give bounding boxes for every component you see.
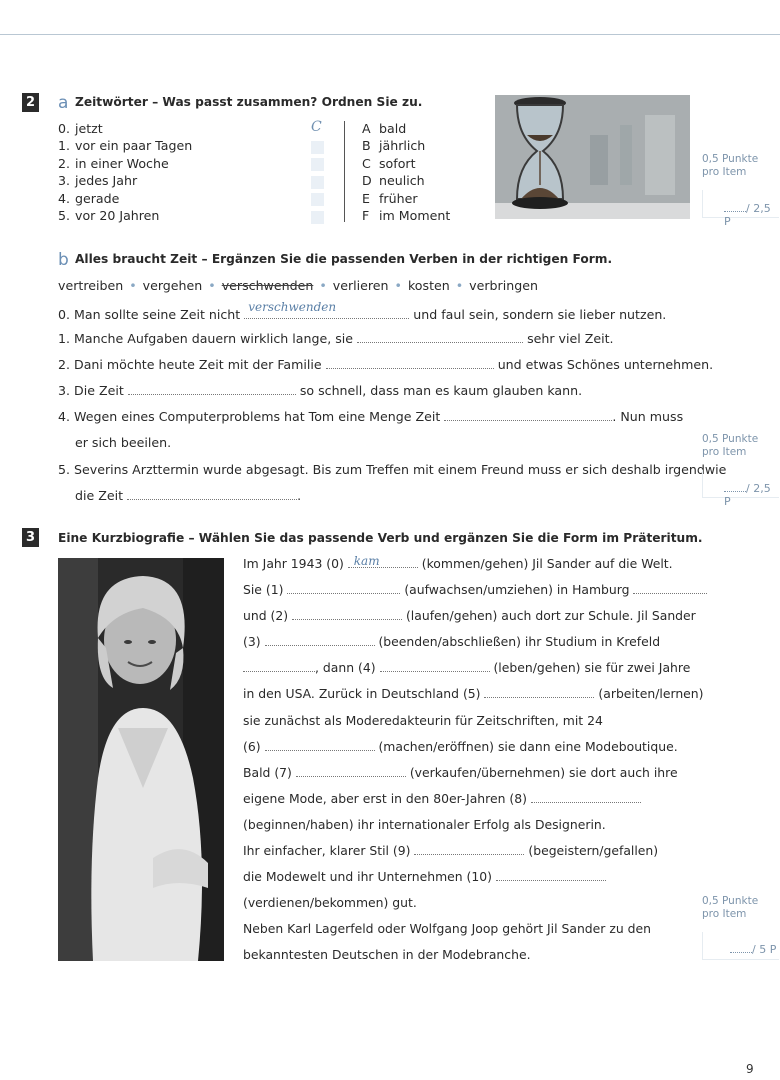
left-item-5 xyxy=(58,207,308,224)
right-item-text: neulich xyxy=(379,173,425,189)
left-item-2 xyxy=(58,155,308,172)
bio-text: (kommen/gehen) Jil Sander auf die Welt. xyxy=(421,556,673,571)
right-item-letter: F xyxy=(362,207,370,223)
exercise-2b-title: Alles braucht Zeit – Ergänzen Sie die passenden Verben in der richtigen Form. xyxy=(75,252,613,266)
top-rule xyxy=(0,34,780,35)
bio-text: (laufen/gehen) auch dort zur Schule. Jil Sander xyxy=(405,608,696,624)
bio-blank-8[interactable] xyxy=(531,792,641,803)
answer-box-5[interactable] xyxy=(311,211,324,224)
score-3[interactable] xyxy=(730,943,776,956)
right-item-e xyxy=(362,190,492,207)
handwritten-answer: verschwenden xyxy=(248,300,337,314)
bio-blank-9[interactable] xyxy=(414,844,524,855)
sentence-text: die Zeit xyxy=(75,488,124,503)
answer-box-2[interactable] xyxy=(311,158,324,171)
score-total: / 2,5 P xyxy=(724,202,771,228)
sentence-text: und etwas Schönes unternehmen. xyxy=(497,357,714,372)
points-note-2b xyxy=(702,433,758,459)
bio-text: (verkaufen/übernehmen) sie dort auch ihre xyxy=(409,764,678,780)
right-item-c xyxy=(362,155,492,172)
bio-line-15: Neben Karl Lagerfeld oder Wolfgang Joop gehört Jil Sander zu den xyxy=(243,921,651,937)
bio-text: und (2) xyxy=(243,608,289,624)
exercise-2a-left-list xyxy=(58,120,308,224)
bio-text: Sie (1) xyxy=(243,582,284,598)
points-label-per-item: pro Item xyxy=(702,908,747,920)
word-bank-item: verlieren xyxy=(332,278,389,293)
example-answer: C xyxy=(311,119,322,135)
word-bank-item: kosten xyxy=(407,278,450,293)
points-label: 0,5 Punkte xyxy=(702,433,759,445)
left-item-num: 3. xyxy=(58,173,71,189)
bio-line-6 xyxy=(243,681,703,707)
word-bank-item: vergehen xyxy=(142,278,203,293)
sentence-3-blank[interactable] xyxy=(128,384,296,395)
answer-box-4[interactable] xyxy=(311,193,324,206)
bio-text: (6) xyxy=(243,738,261,754)
bio-line-7: sie zunächst als Moderedakteurin für Zeitschriften, mit 24 xyxy=(243,712,603,728)
sentence-text: . xyxy=(297,488,302,503)
score-total: / 5 P xyxy=(752,943,777,956)
bio-line-13 xyxy=(243,864,703,890)
sentence-0 xyxy=(58,300,667,322)
bio-blank-1b[interactable] xyxy=(633,583,707,594)
bio-blank-4[interactable] xyxy=(380,661,490,672)
sentence-text: sehr viel Zeit. xyxy=(527,331,614,346)
sentence-4-cont: er sich beeilen. xyxy=(75,435,172,450)
left-item-num: 2. xyxy=(58,155,71,171)
sentence-2-blank[interactable] xyxy=(326,358,494,369)
bio-line-2 xyxy=(243,577,703,603)
bio-text: in den USA. Zurück in Deutschland (5) xyxy=(243,686,481,702)
sentence-4-blank[interactable] xyxy=(444,410,612,421)
left-item-4 xyxy=(58,190,308,207)
left-item-text: gerade xyxy=(75,190,120,206)
sentence-text: 1. Manche Aufgaben dauern wirklich lange, sie xyxy=(58,331,354,346)
sentence-text: und faul sein, sondern sie lieber nutzen. xyxy=(413,307,667,322)
bio-blank-10[interactable] xyxy=(496,870,606,881)
exercise-2a-letter: a xyxy=(58,93,69,113)
bio-blank-1[interactable] xyxy=(287,583,400,594)
hourglass-image xyxy=(495,95,690,219)
word-bank-item: verbringen xyxy=(469,278,538,293)
right-item-text: bald xyxy=(379,121,407,136)
left-item-num: 0. xyxy=(58,121,71,136)
sentence-3 xyxy=(58,383,582,398)
page-number: 9 xyxy=(746,1062,754,1076)
bio-line-16: bekanntesten Deutschen in der Modebranche. xyxy=(243,947,531,963)
right-item-a xyxy=(362,120,492,137)
bio-line-5 xyxy=(243,655,703,681)
exercise-3-title: Eine Kurzbiografie – Wählen Sie das passende Verb und ergänzen Sie die Form im Präteritum. xyxy=(58,531,703,545)
right-item-letter: B xyxy=(362,138,371,154)
right-item-text: sofort xyxy=(379,155,416,171)
bio-blank-6[interactable] xyxy=(265,740,375,751)
column-divider xyxy=(344,121,345,222)
bio-text: Im Jahr 1943 (0) xyxy=(243,556,344,571)
bio-text: (arbeiten/lernen) xyxy=(598,686,704,702)
sentence-4 xyxy=(58,409,683,424)
bio-text: Bald (7) xyxy=(243,764,292,780)
score-2b[interactable] xyxy=(724,482,780,508)
exercise-3-number: 3 xyxy=(22,528,39,547)
points-note-3 xyxy=(702,895,758,921)
left-item-text: jedes Jahr xyxy=(75,173,138,189)
bio-text: (beenden/abschließen) ihr Studium in Krefeld xyxy=(378,634,661,650)
right-item-letter: D xyxy=(362,173,372,189)
biography-text xyxy=(243,551,703,969)
bio-text: (machen/eröffnen) sie dann eine Modeboutique. xyxy=(378,738,678,754)
right-item-letter: E xyxy=(362,190,370,206)
portrait-image xyxy=(58,558,224,961)
bio-blank-7[interactable] xyxy=(296,766,406,777)
left-item-1 xyxy=(58,137,308,154)
score-2a[interactable] xyxy=(724,202,780,228)
score-total: / 2,5 P xyxy=(724,482,771,508)
word-bank xyxy=(58,278,538,293)
bio-line-3 xyxy=(243,603,703,629)
bio-line-12 xyxy=(243,838,703,864)
bio-line-1 xyxy=(243,551,703,577)
answer-box-1[interactable] xyxy=(311,141,324,154)
right-item-d xyxy=(362,172,492,189)
word-bank-item-crossed: verschwenden xyxy=(221,278,314,293)
left-item-text: in einer Woche xyxy=(75,155,169,171)
left-item-text: vor ein paar Tagen xyxy=(75,138,193,154)
sentence-0-blank xyxy=(244,300,409,319)
word-bank-separator: • xyxy=(319,278,327,293)
points-label: 0,5 Punkte xyxy=(702,153,759,165)
right-item-text: im Moment xyxy=(379,207,451,223)
bio-blank-2[interactable] xyxy=(292,609,402,620)
bio-text: eigene Mode, aber erst in den 80er-Jahren (8) xyxy=(243,790,527,806)
bio-blank-3[interactable] xyxy=(265,635,375,646)
hourglass-photo xyxy=(495,95,690,219)
points-label: 0,5 Punkte xyxy=(702,895,759,907)
word-bank-separator: • xyxy=(455,278,464,293)
bio-line-14: (verdienen/bekommen) gut. xyxy=(243,895,417,911)
left-item-text: jetzt xyxy=(75,121,103,136)
score-blank[interactable] xyxy=(724,202,746,212)
bio-line-4 xyxy=(243,629,703,655)
points-label-per-item: pro Item xyxy=(702,166,747,178)
left-item-num: 1. xyxy=(58,138,71,154)
word-bank-separator: • xyxy=(394,278,402,293)
bio-line-8 xyxy=(243,734,703,760)
bio-text: (leben/gehen) sie für zwei Jahre xyxy=(493,660,691,676)
sentence-5: 5. Severins Arzttermin wurde abgesagt. Bis zum Treffen mit einem Freund muss er sich deshalb irgendwie xyxy=(58,462,727,477)
word-bank-item: vertreiben xyxy=(58,278,124,293)
word-bank-separator: • xyxy=(129,278,137,293)
sentence-text: 4. Wegen eines Computerproblems hat Tom eine Menge Zeit xyxy=(58,409,441,424)
right-item-f xyxy=(362,207,492,224)
bio-line-11: (beginnen/haben) ihr internationaler Erfolg als Designerin. xyxy=(243,816,606,832)
exercise-2b-letter: b xyxy=(58,250,69,270)
exercise-2-number: 2 xyxy=(22,93,39,112)
answer-box-3[interactable] xyxy=(311,176,324,189)
sentence-text: 2. Dani möchte heute Zeit mit der Familie xyxy=(58,357,322,372)
bio-text: die Modewelt und ihr Unternehmen (10) xyxy=(243,869,492,885)
bio-line-9 xyxy=(243,760,703,786)
bio-blank-5[interactable] xyxy=(484,687,594,698)
handwritten-answer: kam xyxy=(353,554,380,568)
word-bank-separator: • xyxy=(208,278,216,293)
bio-text: (begeistern/gefallen) xyxy=(528,843,659,859)
bio-blank-0 xyxy=(348,554,418,568)
sentence-5-blank[interactable] xyxy=(127,489,297,500)
right-item-letter: C xyxy=(362,155,371,171)
score-blank[interactable] xyxy=(730,943,752,953)
right-item-b xyxy=(362,137,492,154)
sentence-text: 3. Die Zeit xyxy=(58,383,124,398)
sentence-text: . Nun muss xyxy=(612,409,684,424)
sentence-1-blank[interactable] xyxy=(357,332,523,343)
left-item-text: vor 20 Jahren xyxy=(75,207,160,223)
exercise-2a-title: Zeitwörter – Was passt zusammen? Ordnen Sie zu. xyxy=(75,95,423,109)
bio-text: , dann (4) xyxy=(315,660,376,676)
right-item-text: früher xyxy=(379,190,418,206)
left-item-3 xyxy=(58,172,308,189)
sentence-2 xyxy=(58,357,713,372)
sentence-5-cont xyxy=(75,488,301,503)
sentence-1 xyxy=(58,331,614,346)
points-note-2a xyxy=(702,153,758,179)
portrait-photo xyxy=(58,558,224,961)
sentence-text: so schnell, dass man es kaum glauben kann. xyxy=(299,383,583,398)
left-item-num: 4. xyxy=(58,190,71,206)
left-item-num: 5. xyxy=(58,207,71,223)
bio-text: (3) xyxy=(243,634,261,650)
left-item-0 xyxy=(58,120,308,137)
bio-blank-3b[interactable] xyxy=(243,661,315,672)
exercise-2a-right-list xyxy=(362,120,492,224)
sentence-text: 0. Man sollte seine Zeit nicht xyxy=(58,307,241,322)
score-blank[interactable] xyxy=(724,482,746,492)
bio-text: (aufwachsen/umziehen) in Hamburg xyxy=(404,582,630,598)
points-label-per-item: pro Item xyxy=(702,446,747,458)
right-item-text: jährlich xyxy=(379,138,426,154)
bio-line-10 xyxy=(243,786,703,812)
right-item-letter: A xyxy=(362,121,371,136)
bio-text: Ihr einfacher, klarer Stil (9) xyxy=(243,843,411,859)
